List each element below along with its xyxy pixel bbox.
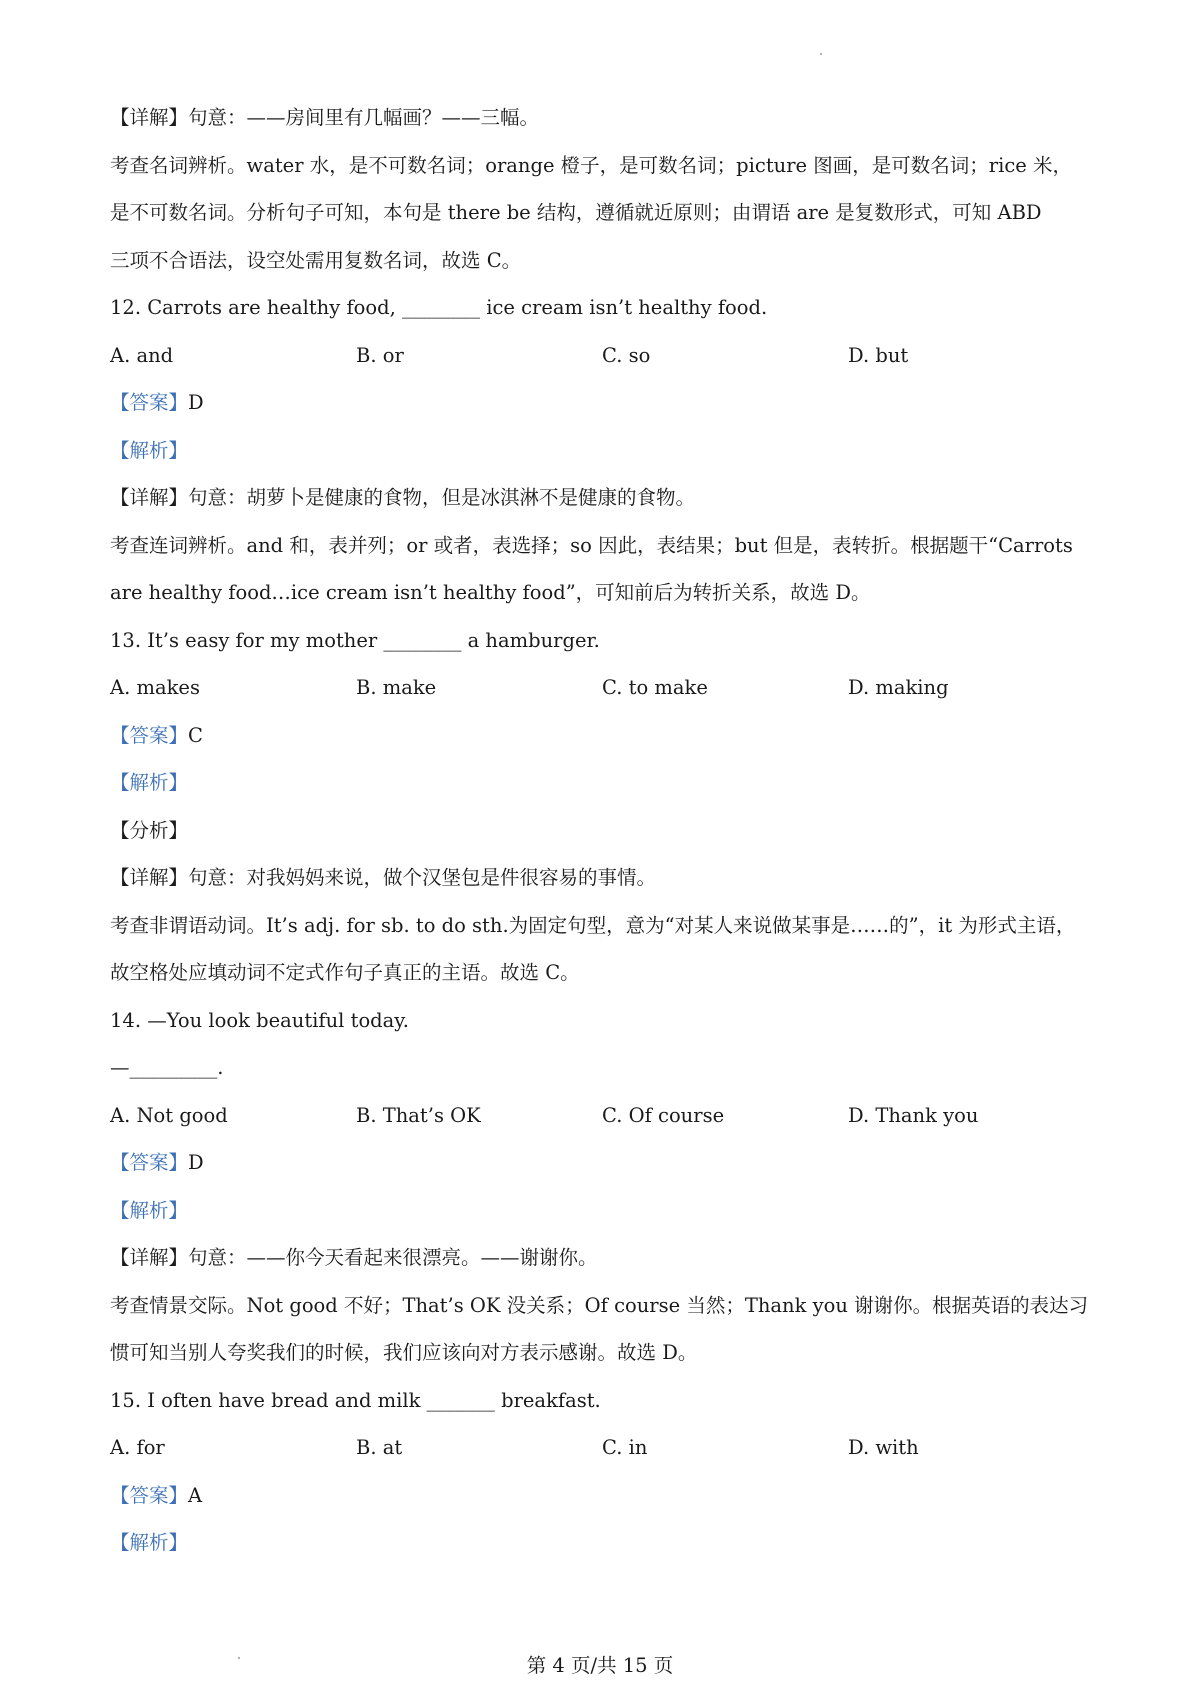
option: C. to make (602, 676, 708, 699)
options-12 (110, 337, 1110, 385)
page-content (110, 99, 1110, 1572)
answer-tag: 【答案】 (110, 1483, 189, 1507)
option: B. or (356, 343, 404, 367)
options-14 (110, 1097, 1110, 1145)
option: D. Thank you (848, 1103, 979, 1127)
explanation-line: 考查情景交际。Not good 不好；That’s OK 没关系；Of course 当然；Thank you 谢谢你。根据英语的表达习 (110, 1293, 1089, 1317)
option: B. That’s OK (356, 1103, 481, 1127)
explanation-line: 是不可数名词。分析句子可知，本句是 there be 结构，遵循就近原则；由谓语 are 是复数形式，可知 ABD (110, 201, 1042, 224)
question-15: 15. I often have bread and milk _______ breakfast. (110, 1388, 601, 1412)
scan-dot-top (820, 53, 822, 55)
breakdown-tag: 【分析】 (110, 818, 189, 842)
analysis-tag: 【解析】 (110, 771, 189, 794)
analysis-tag: 【解析】 (110, 1198, 189, 1222)
option: D. with (848, 1436, 919, 1459)
option: D. but (848, 343, 909, 367)
option: C. so (602, 343, 651, 367)
answer-tag: 【答案】 (110, 723, 189, 747)
option: D. making (848, 676, 949, 699)
option: C. Of course (602, 1103, 725, 1127)
answer-13 (110, 717, 1110, 765)
explanation-line: 考查名词辨析。water 水，是不可数名词；orange 橙子，是可数名词；picture 图画，是可数名词；rice 米， (110, 153, 1072, 177)
explanation-line: 惯可知当别人夸奖我们的时候，我们应该向对方表示感谢。故选 D。 (110, 1341, 698, 1364)
explanation-line: 故空格处应填动词不定式作句子真正的主语。故选 C。 (110, 961, 580, 984)
answer-value: C (188, 723, 203, 747)
option: A. Not good (110, 1103, 228, 1127)
answer-value: D (188, 1151, 204, 1174)
page-number-footer: 第 4 页/共 15 页 (526, 1654, 674, 1677)
options-15 (110, 1429, 1110, 1477)
option: B. at (356, 1436, 403, 1459)
explanation-line: 考查非谓语动词。It’s adj. for sb. to do sth.为固定句型，意为“对某人来说做某事是……的”，it 为形式主语， (110, 913, 1076, 937)
answer-value: D (188, 391, 204, 414)
answer-12 (110, 384, 1110, 432)
explanation-line: are healthy food…ice cream isn’t healthy food”，可知前后为转折关系，故选 D。 (110, 581, 871, 604)
options-13 (110, 669, 1110, 717)
explanation-line: 【详解】句意：——你今天看起来很漂亮。——谢谢你。 (110, 1246, 598, 1269)
option: A. for (110, 1436, 165, 1459)
question-12: 12. Carrots are healthy food, ________ ice cream isn’t healthy food. (110, 296, 768, 319)
option: C. in (602, 1436, 648, 1459)
answer-15 (110, 1477, 1110, 1525)
option: A. makes (110, 676, 200, 699)
explanation-line: 考查连词辨析。and 和，表并列；or 或者，表选择；so 因此，表结果；but 但是，表转折。根据题干“Carrots (110, 533, 1073, 557)
question-13: 13. It’s easy for my mother ________ a hamburger. (110, 628, 600, 652)
answer-tag: 【答案】 (110, 391, 189, 414)
option: B. make (356, 676, 437, 699)
analysis-tag: 【解析】 (110, 1531, 189, 1554)
explanation-line: 【详解】句意：胡萝卜是健康的食物，但是冰淇淋不是健康的食物。 (110, 486, 696, 509)
question-14-reply: —_________. (110, 1056, 224, 1079)
analysis-tag: 【解析】 (110, 438, 189, 462)
answer-value: A (188, 1483, 203, 1507)
answer-14 (110, 1144, 1110, 1192)
option: A. and (110, 343, 174, 367)
explanation-line: 三项不合语法，设空处需用复数名词，故选 C。 (110, 248, 522, 272)
explanation-line: 【详解】句意：——房间里有几幅画？——三幅。 (110, 106, 540, 129)
answer-tag: 【答案】 (110, 1151, 189, 1174)
question-14: 14. —You look beautiful today. (110, 1008, 409, 1032)
explanation-line: 【详解】句意：对我妈妈来说，做个汉堡包是件很容易的事情。 (110, 866, 657, 889)
